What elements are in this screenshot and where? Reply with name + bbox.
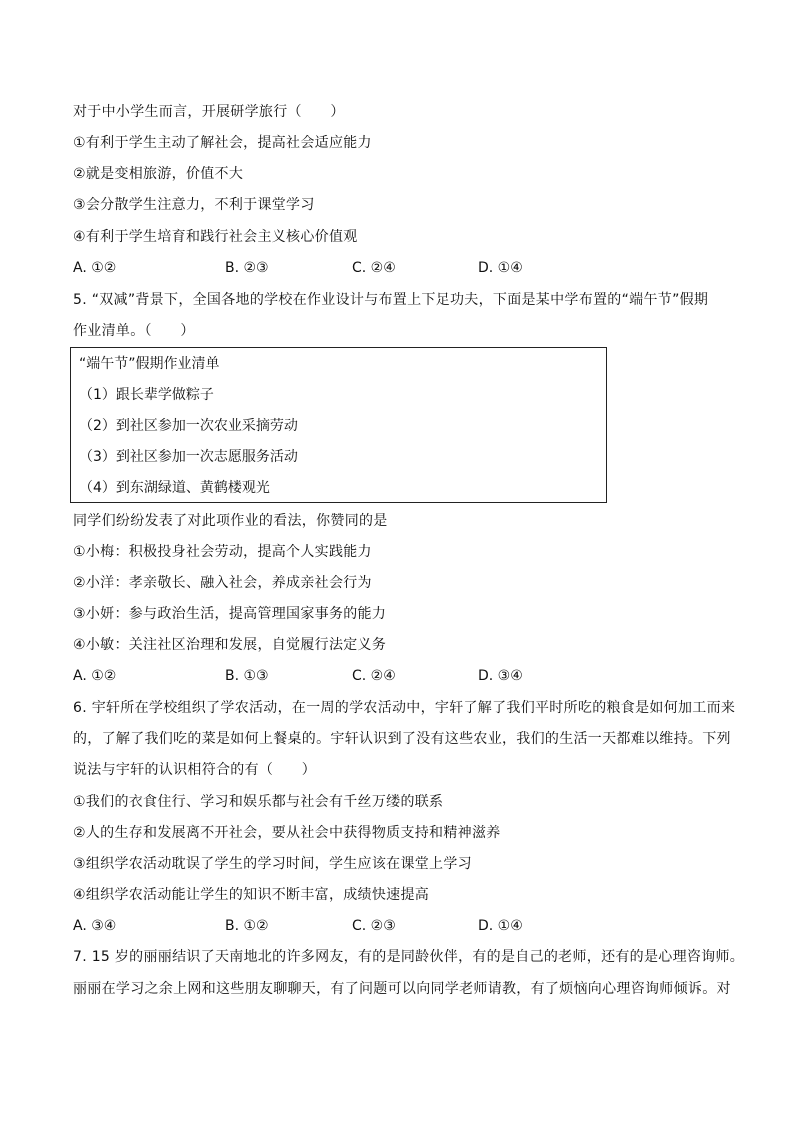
- q6-option-b: B. ①②: [225, 918, 269, 934]
- q6-statement-3: ③组织学农活动耽误了学生的学习时间，学生应该在课堂上学习: [73, 856, 472, 872]
- q5-lead: 同学们纷纷发表了对此项作业的看法，你赞同的是: [73, 513, 388, 529]
- q6-option-c: C. ②③: [352, 918, 396, 934]
- q5-statement-4: ④小敏：关注社区治理和发展，自觉履行法定义务: [73, 637, 387, 653]
- q5-option-d: D. ③④: [478, 668, 523, 684]
- q6-statement-2: ②人的生存和发展离不开社会，要从社会中获得物质支持和精神滋养: [73, 825, 501, 841]
- q6-statement-1: ①我们的衣食住行、学习和娱乐都与社会有千丝万缕的联系: [73, 794, 444, 810]
- q5-statement-2: ②小洋：孝亲敬长、融入社会，养成亲社会行为: [73, 575, 372, 591]
- homework-list-item-3: （3）到社区参加一次志愿服务活动: [79, 449, 298, 465]
- q6-stem-line-3: 说法与宇轩的认识相符合的有（ ）: [73, 762, 317, 778]
- homework-list-box: [70, 347, 607, 503]
- q6-stem-line-2: 的，了解了我们吃的菜是如何上餐桌的。宇轩认识到了没有这些农业，我们的生活一天都难以维持。下列: [73, 731, 731, 747]
- q4-option-a: A. ①②: [73, 260, 117, 276]
- q5-stem-line-1: 5. “双减”背景下，全国各地的学校在作业设计与布置上下足功夫，下面是某中学布置的“端午节”假期: [73, 292, 709, 308]
- q4-stem: 对于中小学生而言，开展研学旅行（ ）: [73, 104, 345, 120]
- q4-statement-4: ④有利于学生培育和践行社会主义核心价值观: [73, 229, 358, 245]
- homework-list-item-1: （1）跟长辈学做粽子: [79, 387, 214, 403]
- q6-option-d: D. ①④: [478, 918, 523, 934]
- homework-list-item-2: （2）到社区参加一次农业采摘劳动: [79, 418, 298, 434]
- q4-option-b: B. ②③: [225, 260, 269, 276]
- q5-option-b: B. ①③: [225, 668, 269, 684]
- q4-option-d: D. ①④: [478, 260, 523, 276]
- homework-list-item-4: （4）到东湖绿道、黄鹤楼观光: [79, 480, 270, 496]
- q4-statement-3: ③会分散学生注意力，不利于课堂学习: [73, 197, 315, 213]
- q4-statement-2: ②就是变相旅游，价值不大: [73, 166, 244, 182]
- q4-options: [73, 257, 673, 279]
- homework-list-title: “端午节”假期作业清单: [79, 356, 220, 372]
- q6-option-a: A. ③④: [73, 918, 117, 934]
- q5-statement-3: ③小妍：参与政治生活，提高管理国家事务的能力: [73, 606, 387, 622]
- q5-stem-line-2: 作业清单。（ ）: [73, 323, 195, 339]
- q4-statement-1: ①有利于学生主动了解社会，提高社会适应能力: [73, 135, 372, 151]
- q5-statement-1: ①小梅：积极投身社会劳动，提高个人实践能力: [73, 544, 372, 560]
- q5-options: [73, 665, 673, 687]
- q6-options: [73, 915, 673, 937]
- q6-statement-4: ④组织学农活动能让学生的知识不断丰富，成绩快速提高: [73, 887, 430, 903]
- q7-stem-line-1: 7. 15 岁的丽丽结识了天南地北的许多网友，有的是同龄伙伴，有的是自己的老师，还有的是心理咨询师。: [73, 949, 745, 965]
- q5-option-c: C. ②④: [352, 668, 396, 684]
- q7-stem-line-2: 丽丽在学习之余上网和这些朋友聊聊天，有了问题可以向同学老师请教，有了烦恼向心理咨询师倾诉。对: [73, 981, 731, 997]
- q6-stem-line-1: 6. 宇轩所在学校组织了学农活动，在一周的学农活动中，宇轩了解了我们平时所吃的粮食是如何加工而来: [73, 700, 736, 716]
- q4-option-c: C. ②④: [352, 260, 396, 276]
- q5-option-a: A. ①②: [73, 668, 117, 684]
